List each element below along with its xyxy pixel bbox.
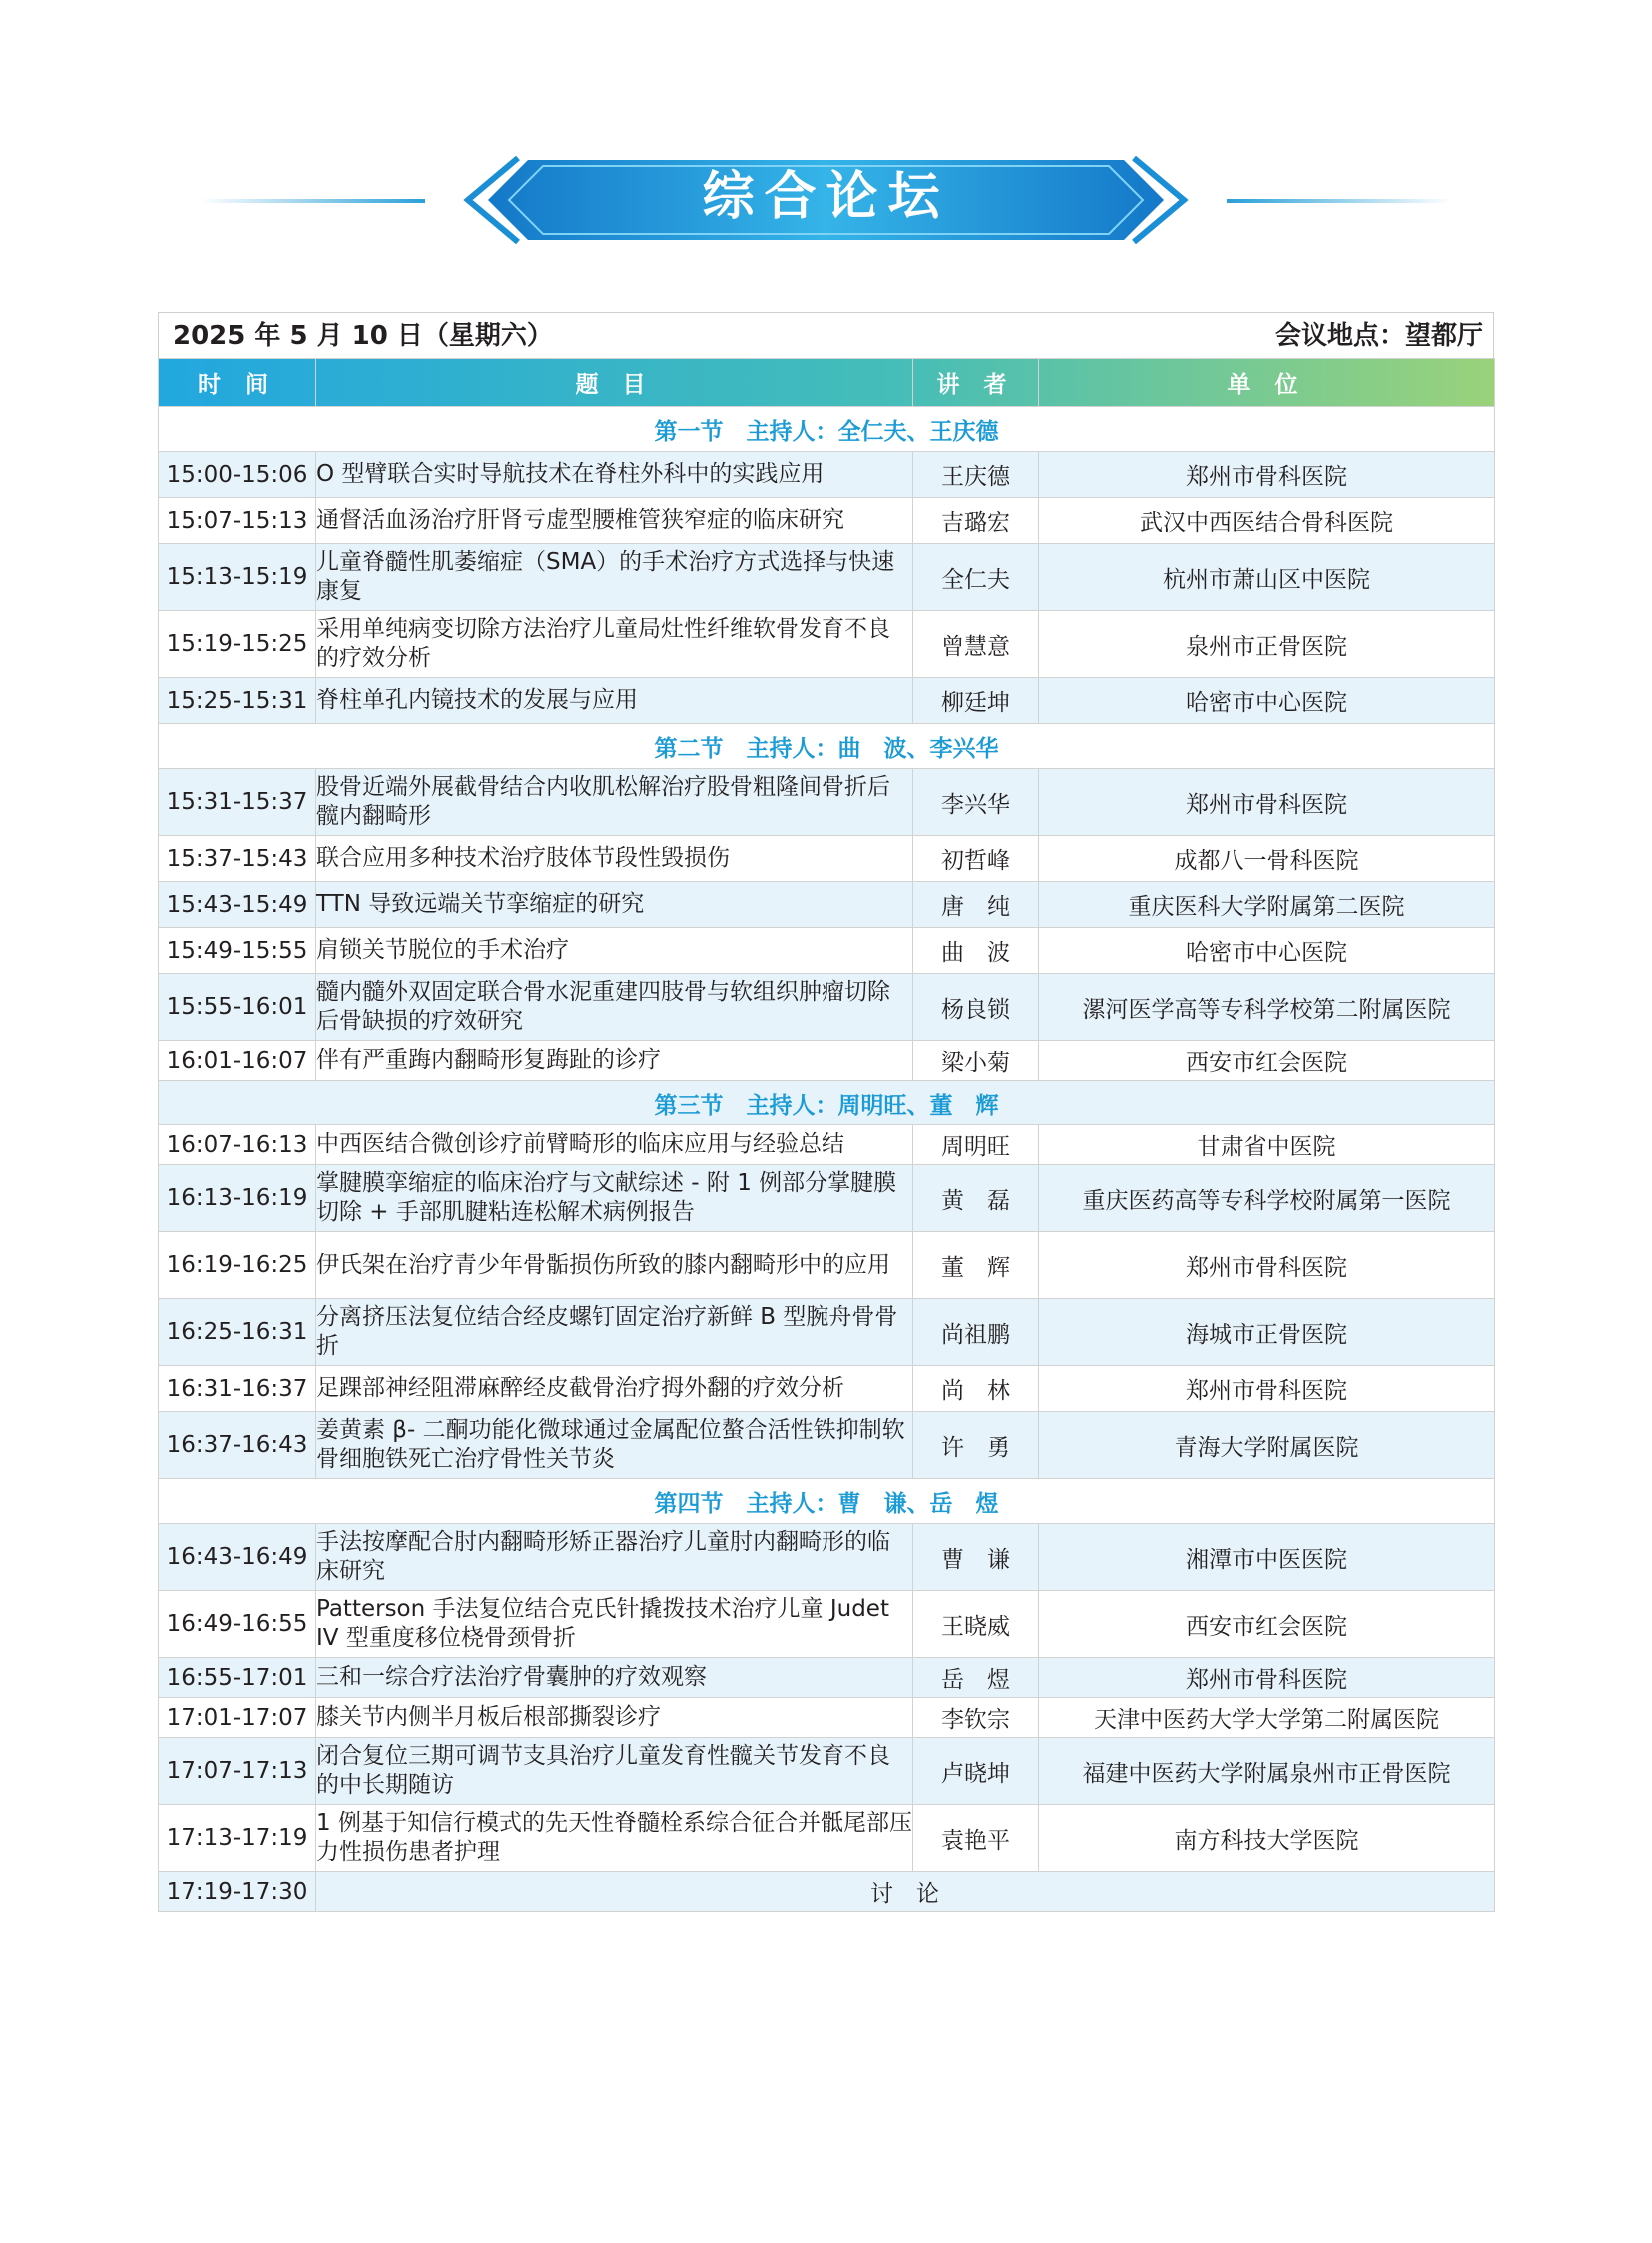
row-topic: 脊柱单孔内镜技术的发展与应用 (316, 678, 913, 724)
row-topic: 儿童脊髓性肌萎缩症（SMA）的手术治疗方式选择与快速康复 (316, 544, 913, 611)
row-time: 17:07-17:13 (159, 1738, 316, 1805)
table-row (159, 1412, 1495, 1479)
row-unit: 杭州市萧山区中医院 (1039, 544, 1495, 611)
row-time: 15:07-15:13 (159, 498, 316, 544)
table-row (159, 1698, 1495, 1738)
row-time: 16:37-16:43 (159, 1412, 316, 1479)
row-topic: 伴有严重踇内翻畸形复踇趾的诊疗 (316, 1041, 913, 1081)
row-unit: 成都八一骨科医院 (1039, 836, 1495, 882)
row-time: 15:13-15:19 (159, 544, 316, 611)
row-topic: 肩锁关节脱位的手术治疗 (316, 928, 913, 974)
banner-left-line (200, 199, 425, 203)
session-row (159, 1479, 1495, 1524)
row-speaker: 曾慧意 (913, 611, 1039, 678)
row-speaker: 杨良锁 (913, 974, 1039, 1041)
table-row (159, 611, 1495, 678)
meeting-date: 2025 年 5 月 10 日（星期六） (173, 321, 553, 351)
table-row (159, 1041, 1495, 1081)
session-row (159, 1081, 1495, 1125)
row-unit: 重庆医药高等专科学校附属第一医院 (1039, 1165, 1495, 1232)
table-row (159, 1299, 1495, 1366)
row-unit: 郑州市骨科医院 (1039, 1366, 1495, 1412)
row-topic: 手法按摩配合肘内翻畸形矫正器治疗儿童肘内翻畸形的临床研究 (316, 1524, 913, 1591)
session-row (159, 724, 1495, 769)
table-row (159, 928, 1495, 974)
row-topic: 掌腱膜挛缩症的临床治疗与文献综述 - 附 1 例部分掌腱膜切除 + 手部肌腱粘连松解术病例报告 (316, 1165, 913, 1232)
row-unit: 郑州市骨科医院 (1039, 769, 1495, 836)
title-banner (0, 150, 1652, 250)
row-speaker: 岳 煜 (913, 1658, 1039, 1698)
row-topic: 中西医结合微创诊疗前臂畸形的临床应用与经验总结 (316, 1125, 913, 1165)
row-topic: 1 例基于知信行模式的先天性脊髓栓系综合征合并骶尾部压力性损伤患者护理 (316, 1805, 913, 1872)
row-topic: 髓内髓外双固定联合骨水泥重建四肢骨与软组织肿瘤切除后骨缺损的疗效研究 (316, 974, 913, 1041)
row-time: 16:25-16:31 (159, 1299, 316, 1366)
discussion-time: 17:19-17:30 (159, 1872, 316, 1912)
row-unit: 南方科技大学医院 (1039, 1805, 1495, 1872)
row-topic: 通督活血汤治疗肝肾亏虚型腰椎管狭窄症的临床研究 (316, 498, 913, 544)
row-speaker: 周明旺 (913, 1125, 1039, 1165)
row-unit: 泉州市正骨医院 (1039, 611, 1495, 678)
page-title: 综合论坛 (702, 167, 950, 227)
row-speaker: 王庆德 (913, 452, 1039, 498)
row-unit: 福建中医药大学附属泉州市正骨医院 (1039, 1738, 1495, 1805)
row-topic: 足踝部神经阻滞麻醉经皮截骨治疗拇外翻的疗效分析 (316, 1366, 913, 1412)
row-unit: 武汉中西医结合骨科医院 (1039, 498, 1495, 544)
row-unit: 海城市正骨医院 (1039, 1299, 1495, 1366)
row-speaker: 吉璐宏 (913, 498, 1039, 544)
row-speaker: 全仁夫 (913, 544, 1039, 611)
row-topic: 姜黄素 β- 二酮功能化微球通过金属配位螯合活性铁抑制软骨细胞铁死亡治疗骨性关节炎 (316, 1412, 913, 1479)
table-row (159, 1591, 1495, 1658)
row-speaker: 尚 林 (913, 1366, 1039, 1412)
row-unit: 郑州市骨科医院 (1039, 452, 1495, 498)
table-row (159, 452, 1495, 498)
row-unit: 西安市红会医院 (1039, 1591, 1495, 1658)
row-time: 15:25-15:31 (159, 678, 316, 724)
table-row (159, 1524, 1495, 1591)
row-topic: O 型臂联合实时导航技术在脊柱外科中的实践应用 (316, 452, 913, 498)
table-row (159, 974, 1495, 1041)
row-unit: 哈密市中心医院 (1039, 678, 1495, 724)
session-1-title: 第一节 主持人：全仁夫、王庆德 (159, 407, 1495, 452)
row-unit: 重庆医科大学附属第二医院 (1039, 882, 1495, 928)
row-topic: 膝关节内侧半月板后根部撕裂诊疗 (316, 1698, 913, 1738)
table-row (159, 1125, 1495, 1165)
row-speaker: 曹 谦 (913, 1524, 1039, 1591)
row-speaker: 曲 波 (913, 928, 1039, 974)
row-time: 15:55-16:01 (159, 974, 316, 1041)
header-speaker: 讲 者 (913, 359, 1039, 407)
row-time: 15:00-15:06 (159, 452, 316, 498)
row-topic: 闭合复位三期可调节支具治疗儿童发育性髋关节发育不良的中长期随访 (316, 1738, 913, 1805)
row-speaker: 唐 纯 (913, 882, 1039, 928)
row-time: 15:19-15:25 (159, 611, 316, 678)
table-row (159, 1805, 1495, 1872)
session-row (159, 407, 1495, 452)
row-time: 16:07-16:13 (159, 1125, 316, 1165)
row-time: 15:37-15:43 (159, 836, 316, 882)
table-row (159, 769, 1495, 836)
row-time: 16:55-17:01 (159, 1658, 316, 1698)
row-time: 15:31-15:37 (159, 769, 316, 836)
table-row (159, 498, 1495, 544)
row-topic: 伊氏架在治疗青少年骨骺损伤所致的膝内翻畸形中的应用 (316, 1232, 913, 1299)
row-time: 15:43-15:49 (159, 882, 316, 928)
discussion-row (159, 1872, 1495, 1912)
table-row (159, 1366, 1495, 1412)
row-time: 16:49-16:55 (159, 1591, 316, 1658)
row-time: 17:13-17:19 (159, 1805, 316, 1872)
row-unit: 漯河医学高等专科学校第二附属医院 (1039, 974, 1495, 1041)
row-time: 16:31-16:37 (159, 1366, 316, 1412)
row-unit: 郑州市骨科医院 (1039, 1232, 1495, 1299)
row-speaker: 初哲峰 (913, 836, 1039, 882)
table-row (159, 678, 1495, 724)
table-row (159, 1658, 1495, 1698)
row-unit: 天津中医药大学大学第二附属医院 (1039, 1698, 1495, 1738)
row-speaker: 卢晓坤 (913, 1738, 1039, 1805)
row-unit: 西安市红会医院 (1039, 1041, 1495, 1081)
table-row (159, 836, 1495, 882)
row-speaker: 许 勇 (913, 1412, 1039, 1479)
row-speaker: 董 辉 (913, 1232, 1039, 1299)
row-speaker: 袁艳平 (913, 1805, 1039, 1872)
session-4-title: 第四节 主持人：曹 谦、岳 煜 (159, 1479, 1495, 1524)
header-unit: 单 位 (1039, 359, 1495, 407)
row-speaker: 柳廷坤 (913, 678, 1039, 724)
row-topic: 分离挤压法复位结合经皮螺钉固定治疗新鲜 B 型腕舟骨骨折 (316, 1299, 913, 1366)
table-row (159, 1232, 1495, 1299)
row-unit: 郑州市骨科医院 (1039, 1658, 1495, 1698)
row-time: 16:13-16:19 (159, 1165, 316, 1232)
banner-right-line (1227, 199, 1452, 203)
row-time: 17:01-17:07 (159, 1698, 316, 1738)
table-row (159, 1738, 1495, 1805)
row-speaker: 黄 磊 (913, 1165, 1039, 1232)
session-3-title: 第三节 主持人：周明旺、董 辉 (159, 1081, 1495, 1125)
row-topic: 三和一综合疗法治疗骨囊肿的疗效观察 (316, 1658, 913, 1698)
row-speaker: 李兴华 (913, 769, 1039, 836)
row-unit: 湘潭市中医医院 (1039, 1524, 1495, 1591)
row-topic: 股骨近端外展截骨结合内收肌松解治疗股骨粗隆间骨折后髋内翻畸形 (316, 769, 913, 836)
meeting-venue: 会议地点：望都厅 (1274, 321, 1483, 351)
row-unit: 青海大学附属医院 (1039, 1412, 1495, 1479)
row-time: 16:43-16:49 (159, 1524, 316, 1591)
row-time: 15:49-15:55 (159, 928, 316, 974)
header-time: 时 间 (159, 359, 316, 407)
row-topic: 采用单纯病变切除方法治疗儿童局灶性纤维软骨发育不良的疗效分析 (316, 611, 913, 678)
row-speaker: 王晓威 (913, 1591, 1039, 1658)
row-speaker: 李钦宗 (913, 1698, 1039, 1738)
row-unit: 哈密市中心医院 (1039, 928, 1495, 974)
table-row (159, 544, 1495, 611)
discussion-label: 讨 论 (316, 1872, 1495, 1912)
schedule-table (158, 358, 1495, 1912)
row-unit: 甘肃省中医院 (1039, 1125, 1495, 1165)
row-time: 16:19-16:25 (159, 1232, 316, 1299)
row-topic: 联合应用多种技术治疗肢体节段性毁损伤 (316, 836, 913, 882)
table-header (159, 359, 1495, 407)
row-speaker: 尚祖鹏 (913, 1299, 1039, 1366)
session-2-title: 第二节 主持人：曲 波、李兴华 (159, 724, 1495, 769)
row-topic: Patterson 手法复位结合克氏针撬拨技术治疗儿童 Judet IV 型重度移位桡骨颈骨折 (316, 1591, 913, 1658)
table-row (159, 882, 1495, 928)
table-row (159, 1165, 1495, 1232)
row-time: 16:01-16:07 (159, 1041, 316, 1081)
info-row (158, 312, 1494, 358)
row-speaker: 梁小菊 (913, 1041, 1039, 1081)
row-topic: TTN 导致远端关节挛缩症的研究 (316, 882, 913, 928)
header-topic: 题 目 (316, 359, 913, 407)
